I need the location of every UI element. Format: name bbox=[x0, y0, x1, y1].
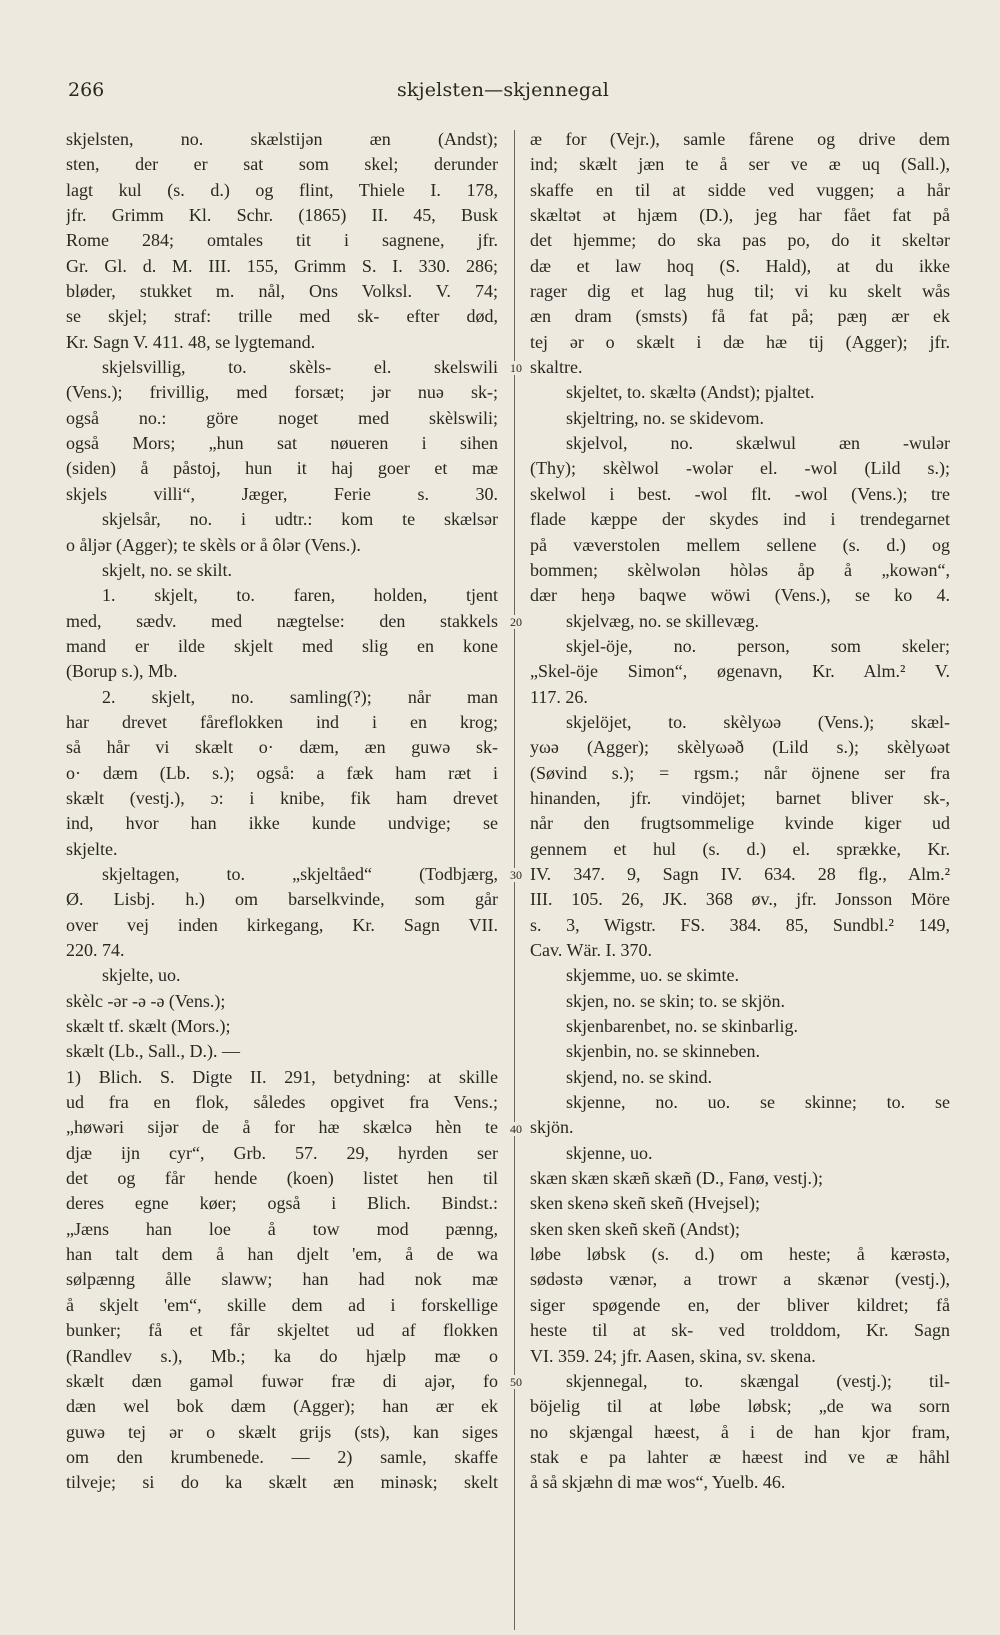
left-column bbox=[66, 127, 498, 1496]
text-line: skælt tf. skælt (Mors.); bbox=[66, 1016, 231, 1037]
text-line: det og får hende (koen) listet hen til bbox=[66, 1168, 498, 1189]
text-line: når den frugtsommelige kvinde kiger ud bbox=[530, 813, 950, 834]
text-line: ind; skælt jæn te å ser ve æ uq (Sall.), bbox=[530, 154, 950, 175]
text-line: skælt dæn gaməl fuwər fræ di ajər, fo bbox=[66, 1370, 498, 1391]
text-line: „Jæns han loe å tow mod pænng, bbox=[66, 1218, 498, 1239]
text-line: skelwol i best. -wol flt. -wol (Vens.); tre bbox=[530, 483, 950, 504]
text-line: skjen, no. se skin; to. se skjön. bbox=[566, 990, 785, 1011]
text-line: yωə (Agger); skèlyωəð (Lild s.); skèlyωət bbox=[530, 737, 950, 758]
text-line: skjel-öje, no. person, som skeler; bbox=[566, 635, 950, 656]
text-line: skjelvol, no. skælwul æn -wulər bbox=[566, 433, 950, 454]
text-line: sten, der er sat som skel; derunder bbox=[66, 154, 498, 175]
text-line: skjenne, uo. bbox=[566, 1142, 653, 1163]
text-line: rager dig et lag hug til; vi ku skelt wås bbox=[530, 281, 950, 302]
text-line: 220. 74. bbox=[66, 940, 125, 960]
text-line: æ for (Vejr.), samle fårene og drive dem bbox=[530, 129, 950, 149]
text-line: skjelsvillig, to. skèls- el. skelswili bbox=[102, 357, 498, 378]
text-line: å så skjæhn di mæ wos“, Yuelb. 46. bbox=[530, 1472, 786, 1493]
line-number: 50 bbox=[510, 1375, 522, 1390]
text-line: s. 3, Wigstr. FS. 384. 85, Sundbl.² 149, bbox=[530, 914, 950, 935]
line-number: 30 bbox=[510, 868, 522, 883]
text-line: ud fra en flok, således opgivet fra Vens.; bbox=[66, 1092, 498, 1113]
text-line: på væverstolen mellem sellene (s. d.) og bbox=[530, 534, 950, 555]
text-line: bommen; skèlwolən hòləs åp å „kowən“, bbox=[530, 559, 950, 580]
page-number: 266 bbox=[68, 79, 105, 101]
text-line: Gr. Gl. d. M. III. 155, Grimm S. I. 330. 286; bbox=[66, 255, 498, 276]
line-number: 40 bbox=[510, 1121, 522, 1136]
text-line: så hår vi skælt o· dæm, æn guwə sk- bbox=[66, 737, 498, 758]
text-line: Kr. Sagn V. 411. 48, se lygtemand. bbox=[66, 331, 316, 352]
text-line: no skjængal hæest, å i de han kjor fram, bbox=[530, 1421, 950, 1442]
text-line: (Borup s.), Mb. bbox=[66, 661, 178, 682]
text-line: flade kæppe der skydes ind i trendegarnet bbox=[530, 509, 950, 530]
text-line: hinanden, jfr. vindöjet; barnet bliver sk-, bbox=[530, 787, 950, 808]
text-line: skjön. bbox=[530, 1117, 574, 1138]
text-line: skjennegal, to. skængal (vestj.); til- bbox=[566, 1370, 950, 1391]
text-line: gennem et hul (s. d.) el. sprække, Kr. bbox=[530, 838, 950, 859]
text-line: det hjemme; do ska pas po, do it skeltər bbox=[530, 230, 950, 251]
text-line: skælt (vestj.), ɔ: i knibe, fik ham drevet bbox=[66, 787, 498, 808]
text-line: skaffe en til at sidde ved vuggen; a hår bbox=[530, 179, 950, 200]
text-line: 2. skjelt, no. samling(?); når man bbox=[102, 686, 498, 707]
text-line: sødəstə vænər, a trowr a skænər (vestj.), bbox=[530, 1269, 950, 1290]
text-line: skælt (Lb., Sall., D.). — bbox=[66, 1041, 240, 1062]
text-line: over vej inden kirkegang, Kr. Sagn VII. bbox=[66, 914, 498, 935]
text-line: 117. 26. bbox=[530, 686, 588, 707]
text-line: skaltre. bbox=[530, 357, 583, 378]
text-line: skèlc -ər -ə -ə (Vens.); bbox=[66, 990, 226, 1011]
text-line: 1) Blich. S. Digte II. 291, betydning: at skille bbox=[66, 1066, 498, 1087]
text-line: sken sken skeñ skeñ (Andst); bbox=[530, 1218, 740, 1239]
text-line: (siden) å påstoj, hun it haj goer et mæ bbox=[66, 458, 498, 479]
text-line: skjeltagen, to. „skjeltåed“ (Todbjærg, bbox=[102, 863, 498, 884]
text-line: skjels villi“, Jæger, Ferie s. 30. bbox=[66, 483, 498, 504]
text-line: guwə tej ər o skælt grijs (sts), kan siges bbox=[66, 1421, 498, 1442]
text-line: om den krumbenede. — 2) samle, skaffe bbox=[66, 1446, 498, 1467]
line-number: 20 bbox=[510, 614, 522, 629]
text-line: jfr. Grimm Kl. Schr. (1865) II. 45, Busk bbox=[66, 205, 498, 226]
right-column bbox=[530, 127, 950, 1496]
text-line: 1. skjelt, to. faren, holden, tjent bbox=[102, 585, 498, 606]
text-line: skjenbarenbet, no. se skinbarlig. bbox=[566, 1016, 798, 1037]
text-line: skæltət ət hjæm (D.), jeg har fået fat på bbox=[530, 205, 950, 226]
text-line: mand er ilde skjelt med slig en kone bbox=[66, 635, 498, 656]
text-line: „Skel-öje Simon“, øgenavn, Kr. Alm.² V. bbox=[530, 661, 950, 682]
text-line: skjeltet, to. skæltə (Andst); pjaltet. bbox=[566, 382, 815, 403]
text-line: skjelsten, no. skælstijən æn (Andst); bbox=[66, 129, 498, 149]
text-line: dæ et law hoq (S. Hald), at du ikke bbox=[530, 255, 950, 276]
text-line: böjelig til at løbe løbsk; „de wa sorn bbox=[530, 1396, 950, 1417]
text-line: ind, hvor han ikke kunde undvige; se bbox=[66, 813, 498, 834]
text-line: skjemme, uo. se skimte. bbox=[566, 965, 739, 986]
text-line: skjelöjet, to. skèlyωə (Vens.); skæl- bbox=[566, 711, 950, 732]
text-line: skjenne, no. uo. se skinne; to. se bbox=[566, 1092, 950, 1113]
text-line: skjenbin, no. se skinneben. bbox=[566, 1041, 760, 1062]
text-line: skjelt, no. se skilt. bbox=[102, 559, 232, 580]
text-line: o· dæm (Lb. s.); også: a fæk ham ræt i bbox=[66, 762, 498, 783]
text-line: skjelte, uo. bbox=[102, 965, 181, 986]
text-line: løbe løbsk (s. d.) om heste; å kærəstə, bbox=[530, 1244, 950, 1265]
text-line: skjelvæg, no. se skillevæg. bbox=[566, 610, 759, 631]
text-line: dæn wel bok dæm (Agger); han ær ek bbox=[66, 1396, 498, 1417]
text-line: også no.: göre noget med skèlswili; bbox=[66, 407, 498, 428]
text-line: Cav. Wär. I. 370. bbox=[530, 940, 652, 960]
text-line: III. 105. 26, JK. 368 øv., jfr. Jonsson Möre bbox=[530, 889, 950, 910]
text-line: o åljər (Agger); te skèls or å ôlər (Vens.). bbox=[66, 534, 361, 555]
text-line: skjend, no. se skind. bbox=[566, 1066, 712, 1087]
text-line: æn dram (smsts) få fat på; pæŋ ær ek bbox=[530, 306, 950, 327]
text-line: (Thy); skèlwol -wolər el. -wol (Lild s.); bbox=[530, 458, 950, 479]
text-line: djæ ijn cyr“, Grb. 57. 29, hyrden ser bbox=[66, 1142, 498, 1163]
text-line: deres egne køer; også i Blich. Bindst.: bbox=[66, 1193, 498, 1214]
text-line: siger spøgende en, der bliver kildret; få bbox=[530, 1294, 950, 1315]
text-line: (Randlev s.), Mb.; ka do hjælp mæ o bbox=[66, 1345, 498, 1366]
text-line: å skjelt 'em“, skille dem ad i forskellige bbox=[66, 1294, 498, 1315]
text-line: Rome 284; omtales tit i sagnene, jfr. bbox=[66, 230, 498, 251]
text-line: Ø. Lisbj. h.) om barselkvinde, som går bbox=[66, 889, 498, 910]
text-line: tej ər o skælt i dæ hæ tij (Agger); jfr. bbox=[530, 331, 950, 352]
text-line: bløder, stukket m. nål, Ons Volksl. V. 74; bbox=[66, 281, 498, 302]
text-line: tilveje; si do ka skælt æn minəsk; skelt bbox=[66, 1472, 498, 1493]
text-line: lagt kul (s. d.) og flint, Thiele I. 178, bbox=[66, 179, 498, 200]
text-line: (Søvind s.); = rgsm.; når öjnene ser fra bbox=[530, 762, 950, 783]
text-line: se skjel; straf: trille med sk- efter død, bbox=[66, 306, 498, 327]
text-line: VI. 359. 24; jfr. Aasen, skina, sv. skena. bbox=[530, 1345, 816, 1366]
text-line: „høwəri sijər de å for hæ skælcə hèn te bbox=[66, 1117, 498, 1138]
text-line: skæn skæn skæñ skæñ (D., Fanø, vestj.); bbox=[530, 1168, 824, 1189]
running-title: skjelsten—skjennegal bbox=[396, 79, 610, 101]
text-line: stak e pa lahter æ hæest ind ve æ håhl bbox=[530, 1446, 950, 1467]
text-line: heste til at sk- ved trolddom, Kr. Sagn bbox=[530, 1320, 950, 1341]
page-header bbox=[68, 74, 938, 106]
text-line: har drevet fåreflokken ind i en krog; bbox=[66, 711, 498, 732]
text-line: IV. 347. 9, Sagn IV. 634. 28 flg., Alm.² bbox=[530, 863, 950, 884]
text-line: dær heŋə baqwe wöwi (Vens.), se ko 4. bbox=[530, 585, 950, 606]
text-line: bunker; få et får skjeltet ud af flokken bbox=[66, 1320, 498, 1341]
text-line: (Vens.); frivillig, med forsæt; jər nuə sk-; bbox=[66, 382, 498, 403]
text-line: skjelsår, no. i udtr.: kom te skælsər bbox=[102, 509, 498, 530]
text-line: skjelte. bbox=[66, 838, 118, 859]
text-line: sølpænng ålle slaww; han had nok mæ bbox=[66, 1269, 498, 1290]
text-line: også Mors; „hun sat nøueren i sihen bbox=[66, 433, 498, 454]
text-line: skjeltring, no. se skidevom. bbox=[566, 407, 764, 428]
text-line: med, sædv. med nægtelse: den stakkels bbox=[66, 610, 498, 631]
line-number: 10 bbox=[510, 361, 522, 376]
text-line: han talt dem å han djelt 'em, å de wa bbox=[66, 1244, 498, 1265]
text-line: sken skenə skeñ skeñ (Hvejsel); bbox=[530, 1193, 760, 1214]
